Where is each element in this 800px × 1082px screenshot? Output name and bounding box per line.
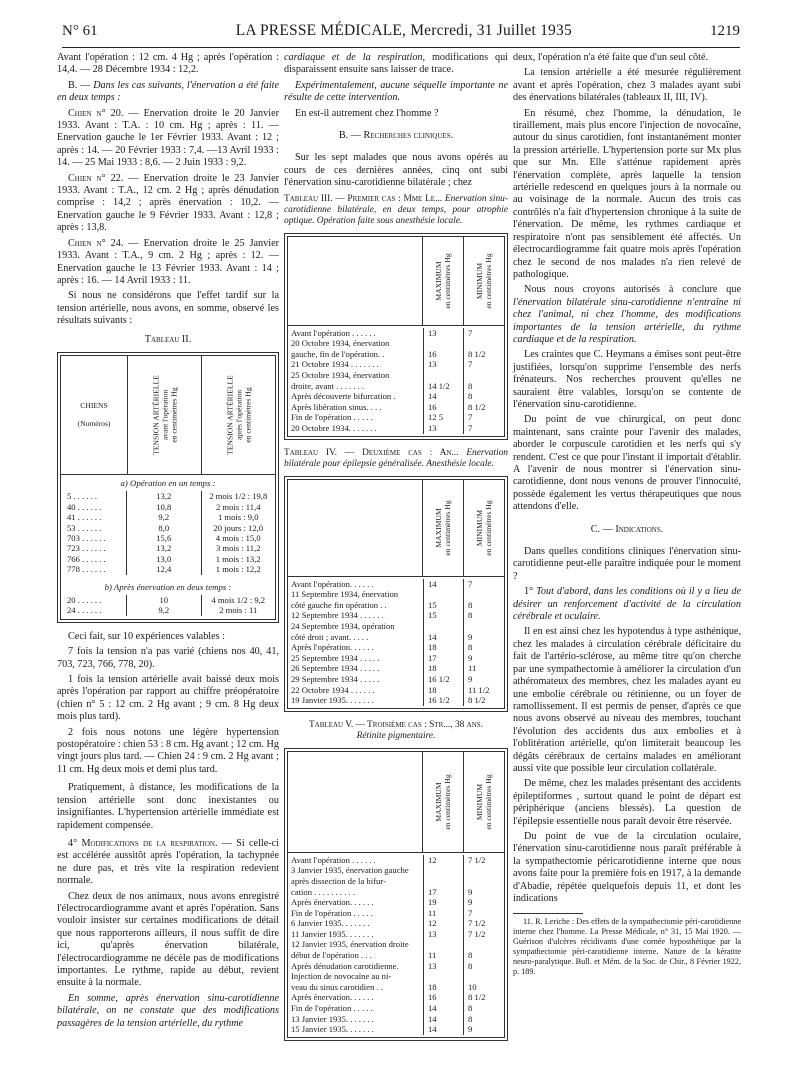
page-number: 1219	[709, 23, 740, 39]
paragraph: Avant l'opération : 12 cm. 4 Hg ; après l'opération : 14,4. — 28 Décembre 1934 : 12,2.	[57, 52, 279, 76]
cell-minimum: 7	[468, 412, 473, 423]
cell-label: début de l'opération . . .	[288, 950, 424, 961]
table-4	[284, 476, 508, 712]
cell-chien: 40 . . . . . .	[61, 502, 127, 512]
cell-maximum	[424, 971, 464, 982]
cell-maximum: 18	[424, 663, 464, 674]
table-3-rows	[288, 326, 504, 436]
table-row	[288, 642, 504, 653]
paragraph: Du point de vue chirurgical, on peut donc maintenant, sans crainte pour l'avenir des malades, aborder le corpuscule carotidien et les nerfs qui s'y rendent. C'est ce que pour l'instant il importait d'établir. A l'avenir de nous montrer si l'énervation sinu-carotidienne, dont nous venons de prouver l'innocuité, possède également les vertus thérapeutiques que nous attendons d'elle.	[513, 414, 741, 513]
cell-minimum: 7	[468, 423, 473, 433]
cell-maximum: 13	[424, 359, 464, 370]
paragraph: Dans quelles conditions cliniques l'énervation sinu-carotidienne peut-elle paraître indiquée pour le moment ?	[513, 546, 741, 582]
cell-apres: 4 mois 1/2 : 9,2	[211, 595, 266, 605]
cell-label: veau du sinus carotidien . .	[288, 982, 424, 993]
cell-label: Avant l'opération . . . . . .	[288, 328, 424, 339]
paragraph: La tension artérielle a été mesurée régulièrement avant et après l'opération, chez 3 malades ayant subi des énervations bilatérales (tableaux II, III, IV).	[513, 67, 741, 104]
cell-maximum: 16 1/2	[424, 695, 464, 706]
cell-avant: 13,2	[127, 543, 202, 553]
cell-label: Après énervation. . . . . .	[288, 897, 424, 908]
cell-label: côté gauche fin opération . .	[288, 600, 424, 611]
cell-minimum: 8	[468, 1003, 473, 1014]
cell-maximum: 16	[424, 992, 464, 1003]
table-row	[288, 328, 504, 339]
cell-label: 22 Octobre 1934 . . . . . .	[288, 685, 424, 696]
table-row	[61, 512, 275, 522]
cell-avant: 10,8	[127, 502, 202, 512]
cell-maximum: 14	[424, 391, 464, 402]
cell-maximum	[424, 338, 464, 349]
cell-chien: 53 . . . . . .	[61, 523, 127, 533]
cell-label: 3 Janvier 1935, énervation gauche	[288, 865, 424, 876]
cell-maximum: 13	[424, 328, 464, 339]
cell-label: 12 Septembre 1934 . . . . . .	[288, 610, 424, 621]
table-row	[61, 554, 275, 564]
cell-maximum: 16	[424, 402, 464, 413]
paragraph: 7 fois la tension n'a pas varié (chiens nos 40, 41, 703, 723, 766, 778, 20).	[57, 646, 279, 670]
cell-maximum: 12 5	[424, 412, 464, 423]
paragraph: Pratiquement, à distance, les modifications de la tension artérielle sont donc inexistantes ou insignifiantes. L'hypertension artérielle immédiate est rapidement compensée.	[57, 782, 279, 831]
cell-minimum	[464, 971, 504, 982]
paragraph: cardiaque et de la respiration, modifications qui disparaissent ensuite sans laisser de trace.	[284, 52, 508, 76]
cell-chien: 766 . . . . . .	[61, 554, 127, 564]
cell-label: 25 Octobre 1934, énervation	[288, 370, 424, 381]
cell-minimum: 8 1/2	[468, 695, 486, 706]
cell-apres: 2 mois 1/2 : 19,8	[209, 491, 268, 502]
cell-maximum: 14	[424, 579, 464, 590]
cell-minimum	[464, 876, 504, 887]
cell-maximum: 14	[424, 632, 464, 643]
paragraph: De même, chez les malades présentant des accidents épileptiformes , surtout quand le point de départ est périphérique (anciens blessés). La question de l'épilepsie essentielle nous paraît devoir être réservée.	[513, 778, 741, 827]
paragraph: B. — Dans les cas suivants, l'énervation a été faite en deux temps :	[57, 79, 280, 104]
cell-maximum: 13	[424, 929, 464, 940]
cell-maximum: 12	[424, 918, 464, 929]
masthead: LA PRESSE MÉDICALE, Mercredi, 31 Juillet 1935	[235, 22, 572, 39]
table-row	[288, 939, 504, 950]
paragraph: 2 fois nous notons une légère hypertension postopératoire : chien 53 : 8 cm. Hg avant ; 12 cm. Hg vingt jours plus tard. — Chien 24 : 9 cm. 2 Hg avant ; 11 cm. Hg deux mois et demi plus tard.	[57, 726, 279, 775]
paragraph: 1 fois la tension artérielle avait baissé deux mois après l'opération par rapport au chiffre préopératoire (chien n° 5 : 12 cm. 2 Hg avant ; 9 cm. 8 Hg deux mois plus tard).	[57, 674, 279, 723]
cell-label: 6 Janvier 1935. . . . . . .	[288, 918, 424, 929]
cell-minimum: 7 1/2	[468, 854, 486, 865]
cell-label: 11 Septembre 1934, énervation	[288, 589, 424, 600]
cell-minimum: 8	[468, 1013, 473, 1024]
table-row	[288, 855, 504, 866]
table-row	[288, 897, 504, 908]
paragraph: Si nous ne considérons que l'effet tardif sur la tension artérielle, nous avons, en somme, observé les résultats suivants :	[57, 290, 279, 327]
cell-minimum	[464, 865, 504, 876]
paragraph: En résumé, chez l'homme, la dénudation, le tiraillement, mais plus encore l'injection de novocaïne, autour du sinus carotidien, font instantanément monter la pression artérielle. L'hypertension porte sur Mx plus que sur Mn. Elle s'atténue rapidement après l'énervation complète, après laquelle la tension artérielle redescend en quelques jours à la normale ou au voisinage de la normale. Aucun des trois cas contrôlés n'a fait d'hypertension chronique à la suite de l'énervation. De même, les rythmes cardiaque et respiratoire n'ont pas sensiblement été affectés. Un électrocardiogramme fait quatre mois après l'opération chez le second de nos malades n'a rien relevé de pathologique.	[513, 107, 741, 280]
table-row	[288, 887, 504, 898]
cell-minimum: 7 1/2	[468, 928, 486, 939]
table-5-rows	[288, 853, 504, 1037]
paragraph: Sur les sept malades que nous avons opérés au cours de ces dernières années, cinq ont subi l'énervation sinu-carotidienne bilatérale ; chez	[284, 152, 508, 189]
cell-label: 12 Janvier 1935, énervation droite	[288, 939, 424, 950]
cell-minimum: 9	[468, 631, 473, 642]
cell-minimum: 8	[468, 950, 473, 961]
table-row	[288, 600, 504, 611]
cell-label: Fin de l'opération . . . . .	[288, 412, 424, 423]
cell-minimum: 8	[468, 380, 473, 391]
cell-maximum	[424, 370, 464, 381]
table-row	[288, 971, 504, 982]
section-heading: B. — Recherches cliniques.	[338, 130, 454, 142]
table-row	[288, 402, 504, 413]
col-header-maximum: MAXIMUM en centimètres Hg	[423, 752, 464, 852]
cell-avant: 9,2	[127, 605, 202, 615]
paragraph: Nous nous croyons autorisés à conclure que l'énervation bilatérale sinu-carotidienne n'entraîne ni chez l'animal, ni chez l'homme, des modifications importantes de la tension artérielle, du rythme cardiaque et de la respiration.	[513, 284, 741, 345]
cell-minimum: 8	[468, 599, 473, 610]
cell-maximum: 13	[424, 423, 464, 434]
cell-maximum: 17	[424, 653, 464, 664]
table-row	[288, 391, 504, 402]
paragraph: 1° Tout d'abord, dans les conditions où il y a lieu de désirer un renforcement d'activité de la circulation cérébrale et oculaire.	[513, 586, 741, 623]
paragraph: En est-il autrement chez l'homme ?	[295, 107, 439, 119]
footnote: 11. R. Leriche : Des effets de la sympathectomie péri-carotidienne interne chez l'homme. La Presse Médicale, n° 31, 15 Mai 1920. — Guérison d'ulcères récidivants d'une cornée hyposthétique par la sympathectomie péri-carotidienne interne. Nature de la kératite neuro-paralytique. Bull. et Mém. de la Soc. de Chir., 8 Février 1922, p. 189.	[513, 917, 741, 977]
table-row	[288, 918, 504, 929]
cell-minimum: 8	[468, 610, 473, 621]
table-4-rows	[288, 577, 504, 708]
table-row	[61, 564, 275, 574]
cell-maximum: 16	[424, 349, 464, 360]
column-2	[284, 52, 508, 1049]
table-5-caption: Tableau V. — Troisième cas : Str..., 38 ans. Rétinite pigmentaire.	[308, 719, 484, 741]
cell-minimum: 11	[468, 663, 477, 674]
paragraph: deux, l'opération n'a été faite que d'un seul côté.	[513, 52, 709, 63]
col-header-minimum: MINIMUM en centimètres Hg	[475, 499, 493, 556]
section-label: b) Après énervation en deux temps :	[104, 581, 232, 592]
table-row	[288, 929, 504, 940]
cell-label: 19 Janvier 1935. . . . . . .	[288, 695, 424, 706]
table-row	[288, 1024, 504, 1035]
cell-chien: 723 . . . . . .	[61, 543, 127, 553]
table-row	[288, 992, 504, 1003]
table-row	[288, 589, 504, 600]
table-3-caption: Tableau III. — Premier cas : Mme Le... Enervation sinu-carotidienne bilatérale, en deux temps, pour atrophie optique. Opération faite sous anesthésie locale.	[284, 193, 508, 226]
table-row	[288, 579, 504, 590]
footnote-rule	[513, 913, 583, 914]
paragraph: En somme, après énervation sinu-carotidienne bilatérale, on ne constate que des modifications passagères de la tension artérielle, du rythme	[57, 992, 279, 1029]
table-row	[288, 663, 504, 674]
cell-maximum: 12	[424, 855, 464, 866]
paragraph: Chien n° 22. — Enervation droite le 23 Janvier 1933. Avant : T.A., 12 cm. 2 Hg ; après dénudation comprise : 14,2 ; après énervation : 10,2. — Enervation gauche le 9 Février 1933. Avant : 12,8 ; après : 13,8.	[57, 172, 279, 234]
cell-chien: 703 . . . . . .	[61, 533, 127, 543]
table-row	[288, 338, 504, 349]
cell-minimum: 7	[468, 907, 473, 918]
column-3	[513, 52, 741, 980]
cell-minimum: 7	[468, 359, 473, 370]
cell-minimum: 8	[468, 960, 473, 971]
col-header-apres: TENSION ARTÉRIELLE après l'opération en centimètres Hg	[225, 375, 252, 455]
column-1	[57, 52, 279, 1033]
cell-maximum: 14 1/2	[424, 381, 464, 392]
table-row	[288, 621, 504, 632]
table-row	[61, 502, 275, 512]
col-header-avant: TENSION ARTÉRIELLE avant l'opération en centimètres Hg	[128, 356, 202, 474]
cell-minimum: 9	[468, 652, 473, 663]
cell-maximum: 17	[424, 887, 464, 898]
section-heading: C. — Indications.	[590, 523, 664, 535]
cell-label: Avant l'opération. . . . . .	[288, 579, 424, 590]
cell-label: Fin de l'opération . . . . .	[288, 908, 424, 919]
table-3	[284, 233, 508, 440]
table-row	[288, 982, 504, 993]
cell-apres: 20 jours : 12,0	[213, 522, 264, 533]
cell-chien: 41 . . . . . .	[61, 512, 127, 522]
cell-maximum	[424, 621, 464, 632]
table-row	[288, 610, 504, 621]
table-row	[288, 1014, 504, 1025]
cell-maximum: 14	[424, 1024, 464, 1035]
cell-minimum	[464, 589, 504, 600]
cell-avant: 10	[127, 595, 202, 605]
table-row	[288, 685, 504, 696]
cell-apres: 4 mois : 15,0	[215, 532, 261, 543]
paragraph: 4° Modifications de la respiration. — Si celle-ci est accélérée aussitôt après l'opération, la tachypnée ne dure pas, et très vite la respiration redevient normale.	[57, 837, 280, 887]
table-2-rows-a	[61, 491, 275, 574]
cell-label: gauche, fin de l'opération. .	[288, 349, 424, 360]
col-header-minimum: MINIMUM en centimètres Hg	[475, 774, 493, 830]
cell-minimum	[464, 621, 504, 632]
table-row	[288, 359, 504, 370]
table-row	[288, 412, 504, 423]
cell-minimum: 7	[468, 327, 473, 338]
table-2	[57, 352, 279, 623]
table-row	[288, 950, 504, 961]
cell-minimum: 9	[468, 897, 473, 908]
cell-label: 29 Septembre 1934 . . . . .	[288, 674, 424, 685]
cell-apres: 2 mois : 11	[219, 605, 258, 616]
cell-minimum: 9	[468, 1024, 473, 1035]
cell-avant: 12,4	[127, 564, 202, 574]
table-row	[288, 653, 504, 664]
cell-maximum: 11	[424, 908, 464, 919]
cell-minimum	[464, 338, 504, 349]
table-row	[61, 543, 275, 553]
table-row	[288, 370, 504, 381]
cell-label: 11 Janvier 1935. . . . . . .	[288, 929, 424, 940]
cell-maximum: 11	[424, 950, 464, 961]
table-5	[284, 748, 508, 1041]
table-row	[288, 632, 504, 643]
cell-label: Après découverte bifurcation .	[288, 391, 424, 402]
table-row	[288, 674, 504, 685]
cell-minimum	[464, 370, 504, 381]
cell-label: Avant l'opération . . . . . .	[288, 855, 424, 866]
paragraph: Les craintes que C. Heymans a émises sont peut-être justifiées, lorsqu'on supprime l'ensemble des nerfs frénateurs. Nos recherches prouvent qu'elles ne sauraient être valables, lorsqu'on se contente de l'énervation sinu-carotidienne.	[513, 349, 741, 410]
cell-minimum: 11 1/2	[468, 684, 490, 695]
cell-chien: 778 . . . . . .	[61, 564, 127, 574]
cell-maximum	[424, 589, 464, 600]
cell-minimum: 8 1/2	[468, 401, 486, 412]
table-row	[288, 876, 504, 887]
paragraph: Expérimentalement, aucune séquelle importante ne résulte de cette intervention.	[284, 79, 508, 104]
cell-apres: 1 mois : 13,2	[215, 553, 261, 564]
cell-maximum	[424, 876, 464, 887]
cell-label: cation . . . . . . . . . .	[288, 887, 424, 898]
cell-minimum	[464, 939, 504, 950]
table-row	[288, 1003, 504, 1014]
issue-number: N° 61	[62, 23, 98, 39]
table-row	[288, 961, 504, 972]
cell-minimum: 10	[468, 981, 477, 992]
cell-maximum: 18	[424, 685, 464, 696]
table-row	[61, 605, 275, 615]
cell-maximum: 16 1/2	[424, 674, 464, 685]
cell-label: après dissection de la bifur-	[288, 876, 424, 887]
cell-apres: 3 mois : 11,2	[215, 543, 261, 554]
cell-minimum: 8	[468, 391, 473, 402]
cell-maximum: 13	[424, 961, 464, 972]
cell-avant: 8,0	[127, 523, 202, 533]
cell-minimum: 9	[468, 886, 473, 897]
table-2-rows-b	[61, 595, 275, 619]
cell-label: Après l'opération. . . . . .	[288, 642, 424, 653]
cell-chien: 20 . . . . . .	[61, 595, 127, 605]
cell-label: 13 Janvier 1935. . . . . . .	[288, 1014, 424, 1025]
cell-minimum: 7 1/2	[468, 918, 486, 929]
cell-label: Fin de l'opération . . . . .	[288, 1003, 424, 1014]
cell-maximum: 15	[424, 610, 464, 621]
paragraph: Ceci fait, sur 10 expériences valables :	[68, 630, 225, 642]
paragraph: Il en est ainsi chez les hypotendus à type asthénique, chez les malades à circulation cérébrale déficitaire du fait de l'artério-sclérose, au même titre qu'on cherche par une sympathectomie à améliorer la circulation d'un athéromateux des membres, chez les malades ayant eu une embolie cérébrale ou rétinienne, ou un foyer de ramollissement. Il est permis de penser, d'après ce que nous avons observé au niveau des membres, touchant l'évolution des accidents dus aux embolies et à l'oblitération artérielle, qu'on limiterait beaucoup les dégâts cérébraux de certains malades en améliorant aussi vite que possible leur circulation collatérale.	[513, 626, 741, 774]
cell-avant: 13,0	[127, 554, 202, 564]
table-row	[61, 491, 275, 501]
cell-maximum: 14	[424, 1003, 464, 1014]
col-header-maximum: MAXIMUM en centimètres Hg	[423, 237, 464, 325]
cell-avant: 13,2	[127, 491, 202, 501]
cell-label: 25 Septembre 1934 . . . . .	[288, 653, 424, 664]
cell-label: 20 Octobre 1934, énervation	[288, 338, 424, 349]
cell-apres: 1 mois : 9,0	[217, 512, 259, 523]
table-row	[288, 349, 504, 360]
cell-maximum	[424, 939, 464, 950]
cell-minimum: 8 1/2	[468, 348, 486, 359]
cell-label: droite, avant . . . . . . .	[288, 381, 424, 392]
table-row	[288, 695, 504, 706]
cell-minimum: 8	[468, 642, 473, 653]
cell-label: Après libération sinus. . . .	[288, 402, 424, 413]
cell-chien: 24 . . . . . .	[61, 605, 127, 615]
table-title: Tableau II.	[144, 333, 192, 345]
cell-minimum: 7	[468, 578, 473, 589]
cell-maximum: 14	[424, 1014, 464, 1025]
cell-label: côté droit ; avant. . . . .	[288, 632, 424, 643]
paragraph: Chez deux de nos animaux, nous avons enregistré l'électrocardiogramme avant et après l'opération. Sans vouloir insister sur certaines modifications de détail que nous rapporterons ailleurs, il nous suffit de dire ici, qu'après énervation bilatérale, l'électrocardiogramme ne décèle pas de modifications importantes. Le rythme, rapide au début, revient ensuite à la normale.	[57, 890, 279, 989]
table-4-caption: Tableau IV. — Deuxième cas : An... Enervation bilatérale pour épilepsie généralisée. Anesthésie locale.	[284, 447, 508, 469]
paragraph: Chien n° 20. — Enervation droite le 20 Janvier 1933. Avant : T.A. : 10 cm. Hg ; après : 11. — Enervation gauche le 1er Février 1933. Avant : 12 ; après : 14. — 20 Février 1933 : 7,4. —13 Avril 1933 : 14. — 25 Mai 1933 : 8,6. — 2 Juin 1933 : 9,2.	[57, 107, 279, 169]
cell-minimum: 8 1/2	[468, 992, 486, 1003]
paragraph: Chien n° 24. — Enervation droite le 25 Janvier 1933. Avant : T.A., 9 cm. 2 Hg ; après : 12. — Enervation gauche le 13 Février 1933. Avant : 14 ; après : 16. — 14 Avril 1933 : 11.	[57, 237, 279, 286]
cell-minimum: 9	[468, 673, 473, 684]
table-row	[61, 533, 275, 543]
section-label: a) Opération en un temps :	[120, 477, 216, 488]
paragraph: Du point de vue de la circulation oculaire, l'énervation sinu-carotidienne nous paraît préférable à la sympathectomie péricarotidienne interne que nous avons faite pour la première fois en 1917, à la demande d'Abadie, répétée quelquefois depuis 11, et dont les indications	[513, 830, 741, 904]
col-header-chiens: CHIENS (Numéros)	[61, 356, 128, 474]
cell-label: 21 Octobre 1934 . . . . . . .	[288, 359, 424, 370]
cell-apres: 1 mois : 12,2	[215, 564, 261, 575]
table-row	[288, 423, 504, 434]
page-header	[62, 22, 740, 48]
cell-maximum	[424, 865, 464, 876]
cell-maximum: 18	[424, 982, 464, 993]
cell-maximum: 15	[424, 600, 464, 611]
cell-chien: 5 . . . . . .	[61, 491, 127, 501]
col-header-maximum: MAXIMUM en centimètres Hg	[423, 480, 464, 576]
cell-avant: 15,6	[127, 533, 202, 543]
table-row	[288, 381, 504, 392]
table-row	[288, 908, 504, 919]
cell-label: Après énervation. . . . . .	[288, 992, 424, 1003]
cell-label: 26 Septembre 1934 . . . . .	[288, 663, 424, 674]
table-row	[61, 595, 275, 605]
col-header-minimum: MINIMUM en centimètres Hg	[475, 253, 493, 309]
cell-label: Injection de novocaïne au ni-	[288, 971, 424, 982]
cell-label: 20 Octobre 1934. . . . . . .	[288, 423, 424, 434]
cell-label: 24 Septembre 1934, opération	[288, 621, 424, 632]
cell-maximum: 18	[424, 642, 464, 653]
table-row	[288, 865, 504, 876]
cell-avant: 9,2	[127, 512, 202, 522]
cell-maximum: 19	[424, 897, 464, 908]
cell-label: 15 Janvier 1935. . . . . . .	[288, 1024, 424, 1035]
cell-apres: 2 mois : 11,4	[215, 501, 261, 512]
cell-label: Après dénudation carotidienne.	[288, 961, 424, 972]
table-row	[61, 523, 275, 533]
